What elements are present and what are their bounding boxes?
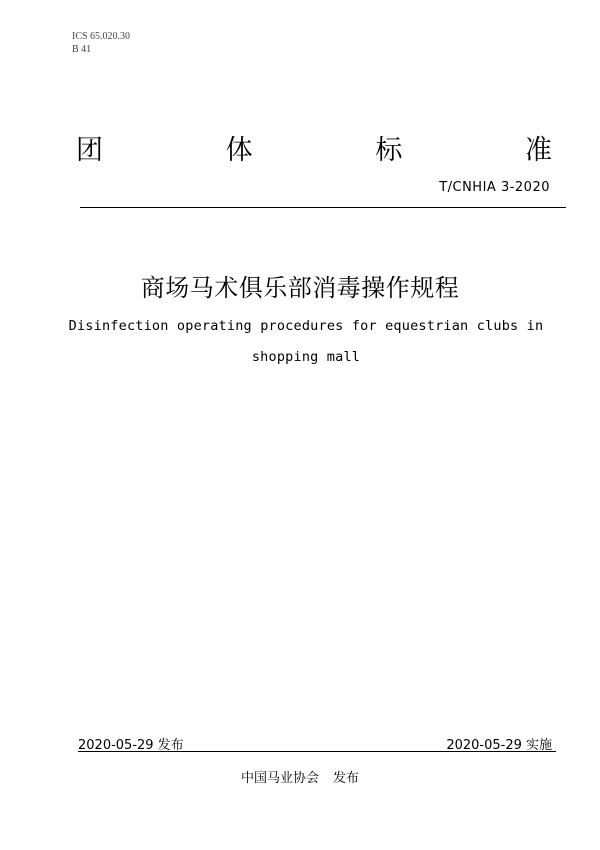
ccs-code: B 41 — [72, 44, 92, 55]
standard-type-char: 体 — [225, 135, 253, 166]
ics-code: ICS 65.020.30 — [72, 31, 131, 42]
footer-divider — [78, 751, 556, 752]
issue-date: 2020-05-29 发布 — [78, 738, 184, 753]
standard-code: T/CNHIA 3-2020 — [439, 180, 550, 195]
publisher-name: 中国马业协会 — [240, 771, 319, 786]
header-divider — [80, 207, 566, 208]
publisher-action: 发布 — [333, 771, 360, 786]
english-title-line1: Disinfection operating procedures for equestrian clubs in — [68, 318, 544, 334]
classification-block — [72, 30, 130, 56]
standard-type-char: 团 — [76, 135, 103, 166]
english-title-line2: shopping mall — [251, 349, 361, 365]
implementation-date: 2020-05-29 实施 — [446, 738, 552, 753]
publisher-line — [0, 767, 600, 786]
standard-type-char: 准 — [524, 135, 552, 166]
standard-type-char: 标 — [375, 135, 403, 166]
chinese-title: 商场马术俱乐部消毒操作规程 — [140, 274, 460, 302]
standard-type-heading — [76, 134, 552, 168]
